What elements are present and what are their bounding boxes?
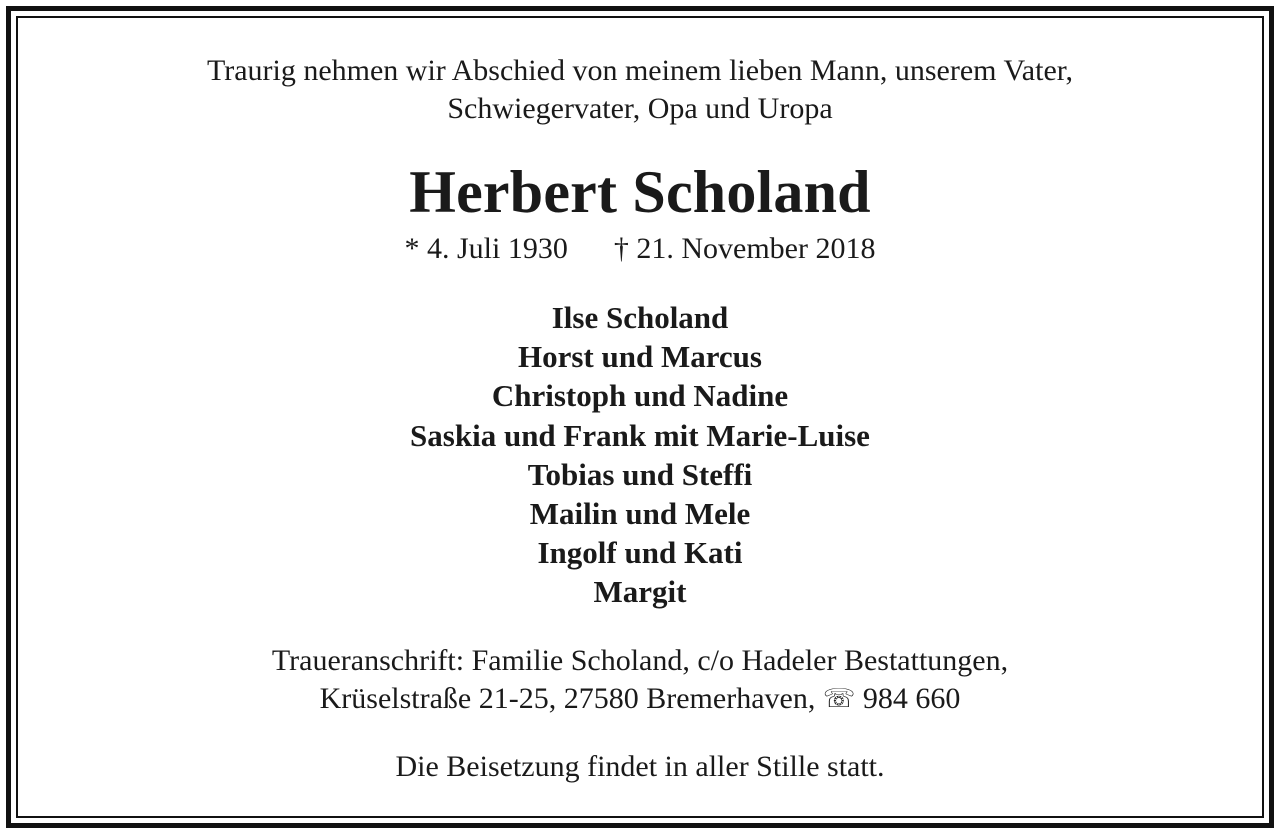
burial-note: Die Beisetzung findet in aller Stille statt. <box>395 750 885 783</box>
mourner-item: Margit <box>593 574 687 610</box>
address-line-1: Traueranschrift: Familie Scholand, c/o Hadeler Bestattungen, <box>271 644 1009 677</box>
intro-text <box>0 52 1280 128</box>
mourner-item: Ingolf und Kati <box>537 535 743 571</box>
address-street: Krüselstraße 21-25, 27580 Bremerhaven, <box>319 682 816 715</box>
mourner-item: Horst und Marcus <box>517 339 762 375</box>
phone-icon: ☏ <box>822 684 856 714</box>
mourners-list <box>0 298 1280 612</box>
intro-line-2: Schwiegervater, Opa und Uropa <box>447 92 833 125</box>
deceased-name: Herbert Scholand <box>409 159 871 225</box>
mourner-item: Ilse Scholand <box>551 300 729 335</box>
life-dates <box>0 229 1280 269</box>
mourner-item: Christoph und Nadine <box>491 378 789 414</box>
intro-line-1: Traurig nehmen wir Abschied von meinem lieben Mann, unserem Vater, <box>206 54 1074 87</box>
phone-number: 984 660 <box>862 682 961 715</box>
address-line-2 <box>0 680 1280 718</box>
mourner-item: Saskia und Frank mit Marie-Luise <box>410 417 870 453</box>
death-date: † 21. November 2018 <box>613 232 876 265</box>
mourner-item: Tobias und Steffi <box>527 456 753 492</box>
mourning-address <box>0 642 1280 718</box>
birth-date: * 4. Juli 1930 <box>404 232 568 265</box>
mourner-item: Mailin und Mele <box>529 496 751 532</box>
